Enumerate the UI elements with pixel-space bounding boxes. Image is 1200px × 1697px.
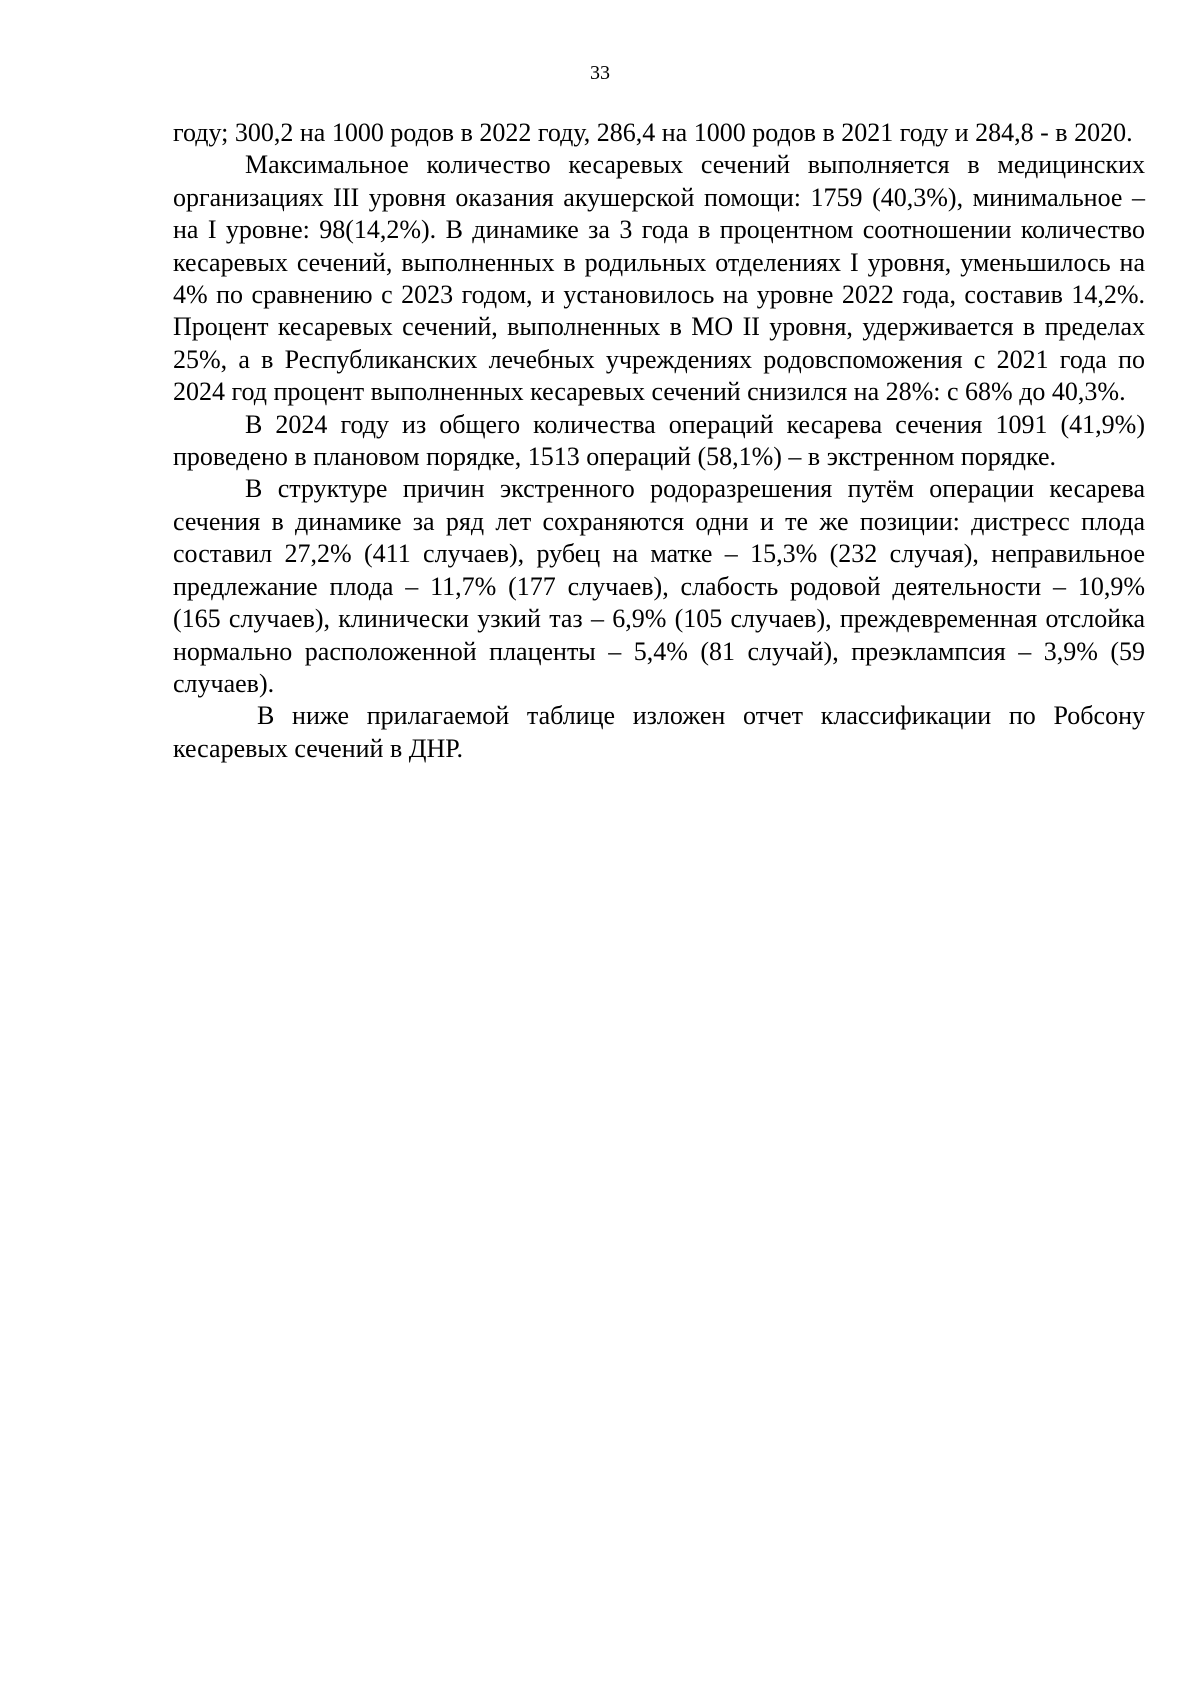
paragraph-continuation: году; 300,2 на 1000 родов в 2022 году, 286,4 на 1000 родов в 2021 году и 284,8 - в 2020.	[173, 118, 1133, 147]
paragraph-emergency-causes: В структуре причин экстренного родоразрешения путём операции кесарева сечения в динамике за ряд лет сохраняются одни и те же позиции: дистресс плода составил 27,2% (411 случаев), рубец на матке – 15,3% (232 случая), неправильное предлежание плода – 11,7% (177 случаев), слабость родовой деятельности – 10,9% (165 случаев), клинически узкий таз – 6,9% (105 случаев), преждевременная отслойка нормально расположенной плаценты – 5,4% (81 случай), преэклампсия – 3,9% (59 случаев).	[173, 474, 1145, 698]
paragraph-planned-vs-emergency: В 2024 году из общего количества операций кесарева сечения 1091 (41,9%) проведено в плановом порядке, 1513 операций (58,1%) – в экстренном порядке.	[173, 409, 1145, 472]
paragraph-cesarean-by-level: Максимальное количество кесаревых сечений выполняется в медицинских организациях III уровня оказания акушерской помощи: 1759 (40,3%), минимальное – на I уровне: 98(14,2%). В динамике за 3 года в процентном соотношении количество кесаревых сечений, выполненных в родильных отделениях I уровня, уменьшилось на 4% по сравнению с 2023 годом, и установилось на уровне 2022 года, составив 14,2%. Процент кесаревых сечений, выполненных в МО II уровня, удерживается в пределах 25%, а в Республиканских лечебных учреждениях родовспоможения с 2021 года по 2024 год процент выполненных кесаревых сечений снизился на 28%: с 68% до 40,3%.	[173, 150, 1145, 407]
paragraph-robson-table-intro: В ниже прилагаемой таблице изложен отчет классификации по Робсону кесаревых сечений в ДНР.	[173, 701, 1145, 763]
document-body	[173, 117, 1145, 765]
page-number: 33	[590, 62, 610, 84]
